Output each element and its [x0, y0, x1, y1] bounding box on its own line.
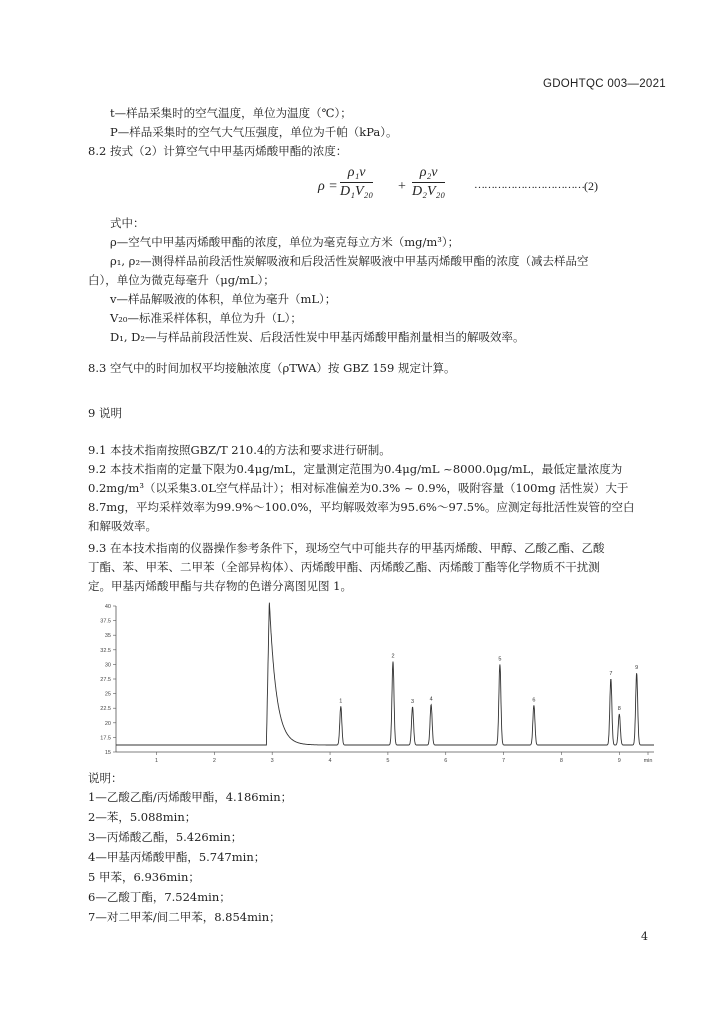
- definition-rho: ρ—空气中甲基丙烯酸甲酯的浓度，单位为毫克每立方米（mg/m³）；: [110, 235, 460, 249]
- fraction-1-denominator: D₁V₂₀: [340, 184, 374, 199]
- section-9-2-line2: 0.2mg/m³（以采集3.0L空气样品计）；相对标准偏差为0.3% ~ 0.9%，吸附容量（100mg 活性炭）大于: [88, 481, 629, 495]
- section-9-3-line1: 9.3 在本技术指南的仪器操作参考条件下，现场空气中可能共存的甲基丙烯酸、甲醇、乙酸乙酯、乙酸: [88, 541, 605, 555]
- x-tick-labels: [155, 752, 652, 764]
- y-tick-label: 20: [104, 720, 111, 727]
- x-tick-label: 3: [270, 758, 274, 764]
- fraction-2-denominator: D₂V₂₀: [412, 184, 446, 199]
- section-9-heading: 9 说明: [88, 406, 122, 420]
- formula-2: [318, 165, 618, 215]
- peak-label: 1: [339, 698, 343, 705]
- legend-item-7: 7—对二甲苯/间二甲苯，8.854min；: [88, 910, 281, 924]
- chromatogram-trace: [116, 603, 654, 745]
- legend-item-2: 2—苯，5.088min；: [88, 810, 197, 824]
- definition-t: t—样品采集时的空气温度，单位为温度（℃）；: [110, 106, 352, 120]
- section-8-3: 8.3 空气中的时间加权平均接触浓度（ρTWA）按 GBZ 159 规定计算。: [88, 361, 456, 375]
- definition-p: P—样品采集时的空气大气压强度，单位为千帕（kPa）。: [110, 125, 398, 139]
- peak-label: 6: [532, 697, 536, 704]
- legend-item-6: 6—乙酸丁酯，7.524min；: [88, 890, 231, 904]
- definition-v20: V₂₀—标准采样体积，单位为升（L）；: [110, 311, 302, 325]
- peak-label: 2: [391, 653, 395, 660]
- y-tick-label: 37.5: [100, 618, 111, 625]
- y-tick-label: 35: [104, 633, 111, 640]
- y-tick-label: 17.5: [100, 735, 111, 742]
- legend-title: 说明：: [88, 771, 123, 785]
- chart-axes: [116, 606, 654, 752]
- y-tick-label: 22.5: [100, 706, 111, 713]
- page-number: 4: [641, 930, 648, 943]
- x-tick-label: 9: [617, 758, 621, 764]
- formula-lhs: ρ =: [318, 179, 338, 194]
- y-tick-label: 27.5: [100, 677, 111, 683]
- peak-label: 3: [411, 699, 415, 706]
- document-code: GDOHTQC 003—2021: [542, 78, 666, 90]
- x-tick-label: 2: [212, 758, 216, 764]
- section-9-3-line3: 定。甲基丙烯酸甲酯与共存物的色谱分离图见图 1。: [88, 579, 352, 593]
- x-tick-label: 4: [328, 758, 332, 764]
- y-tick-labels: [100, 604, 116, 756]
- chromatogram: [88, 598, 660, 770]
- legend-item-1: 1—乙酸乙酯/丙烯酸甲酯，4.186min；: [88, 790, 293, 804]
- fraction-1-numerator: ρ₁v: [340, 165, 373, 183]
- peak-label: 7: [609, 671, 613, 677]
- x-tick-label: 7: [502, 758, 506, 764]
- section-9-3-line2: 丁酯、苯、甲苯、二甲苯（全部异构体）、丙烯酸甲酯、丙烯酸乙酯、丙烯酸丁酯等化学物质不干扰测: [88, 560, 600, 574]
- equation-number: (2): [584, 179, 598, 193]
- x-tick-label: 1: [154, 758, 159, 764]
- legend-item-3: 3—丙烯酸乙酯，5.426min；: [88, 830, 243, 844]
- x-tick-label: 8: [559, 758, 563, 764]
- formula-plus: +: [398, 179, 406, 194]
- legend-item-4: 4—甲基丙烯酸甲酯，5.747min；: [88, 850, 266, 864]
- definition-rho12-cont: 白），单位为微克每毫升（μg/mL）；: [88, 273, 275, 287]
- peak-labels: [339, 653, 638, 712]
- y-tick-label: 30: [104, 662, 111, 669]
- section-9-1: 9.1 本技术指南按照GBZ/T 210.4的方法和要求进行研制。: [88, 443, 391, 457]
- y-tick-label: 40: [104, 604, 111, 610]
- y-tick-label: 32.5: [100, 647, 111, 654]
- fraction-2: [412, 165, 445, 200]
- x-tick-label: min: [643, 758, 653, 764]
- formula-dots: ……………………………: [474, 179, 584, 191]
- legend-item-5: 5 甲苯，6.936min；: [88, 870, 200, 884]
- x-tick-label: 5: [386, 758, 390, 764]
- section-9-2-line4: 和解吸效率。: [88, 519, 157, 533]
- y-tick-label: 15: [104, 750, 111, 756]
- y-tick-label: 25: [104, 691, 111, 698]
- fraction-1: [340, 165, 373, 200]
- section-9-2-line1: 9.2 本技术指南的定量下限为0.4μg/mL，定量测定范围为0.4μg/mL ~8000.0μg/mL，最低定量浓度为: [88, 462, 623, 476]
- definition-d: D₁, D₂—与样品前段活性炭、后段活性炭中甲基丙烯酸甲酯剂量相当的解吸效率。: [110, 330, 525, 344]
- peak-label: 4: [429, 696, 433, 703]
- section-8-2: 8.2 按式（2）计算空气中甲基丙烯酸甲酯的浓度：: [88, 144, 348, 158]
- where-label: 式中：: [110, 216, 145, 230]
- fraction-2-numerator: ρ₂v: [412, 165, 445, 183]
- x-tick-label: 6: [444, 758, 448, 764]
- peak-label: 8: [617, 706, 621, 713]
- peak-label: 9: [635, 665, 639, 672]
- section-9-2-line3: 8.7mg，平均采样效率为99.9%～100.0%，平均解吸效率为95.6%～97.5%。应测定每批活性炭管的空白: [88, 500, 635, 514]
- definition-v: v—样品解吸液的体积，单位为毫升（mL）；: [110, 292, 337, 306]
- peak-label: 5: [498, 656, 502, 663]
- definition-rho12: ρ₁, ρ₂—测得样品前段活性炭解吸液和后段活性炭解吸液中甲基丙烯酸甲酯的浓度（减去样品空: [110, 254, 589, 268]
